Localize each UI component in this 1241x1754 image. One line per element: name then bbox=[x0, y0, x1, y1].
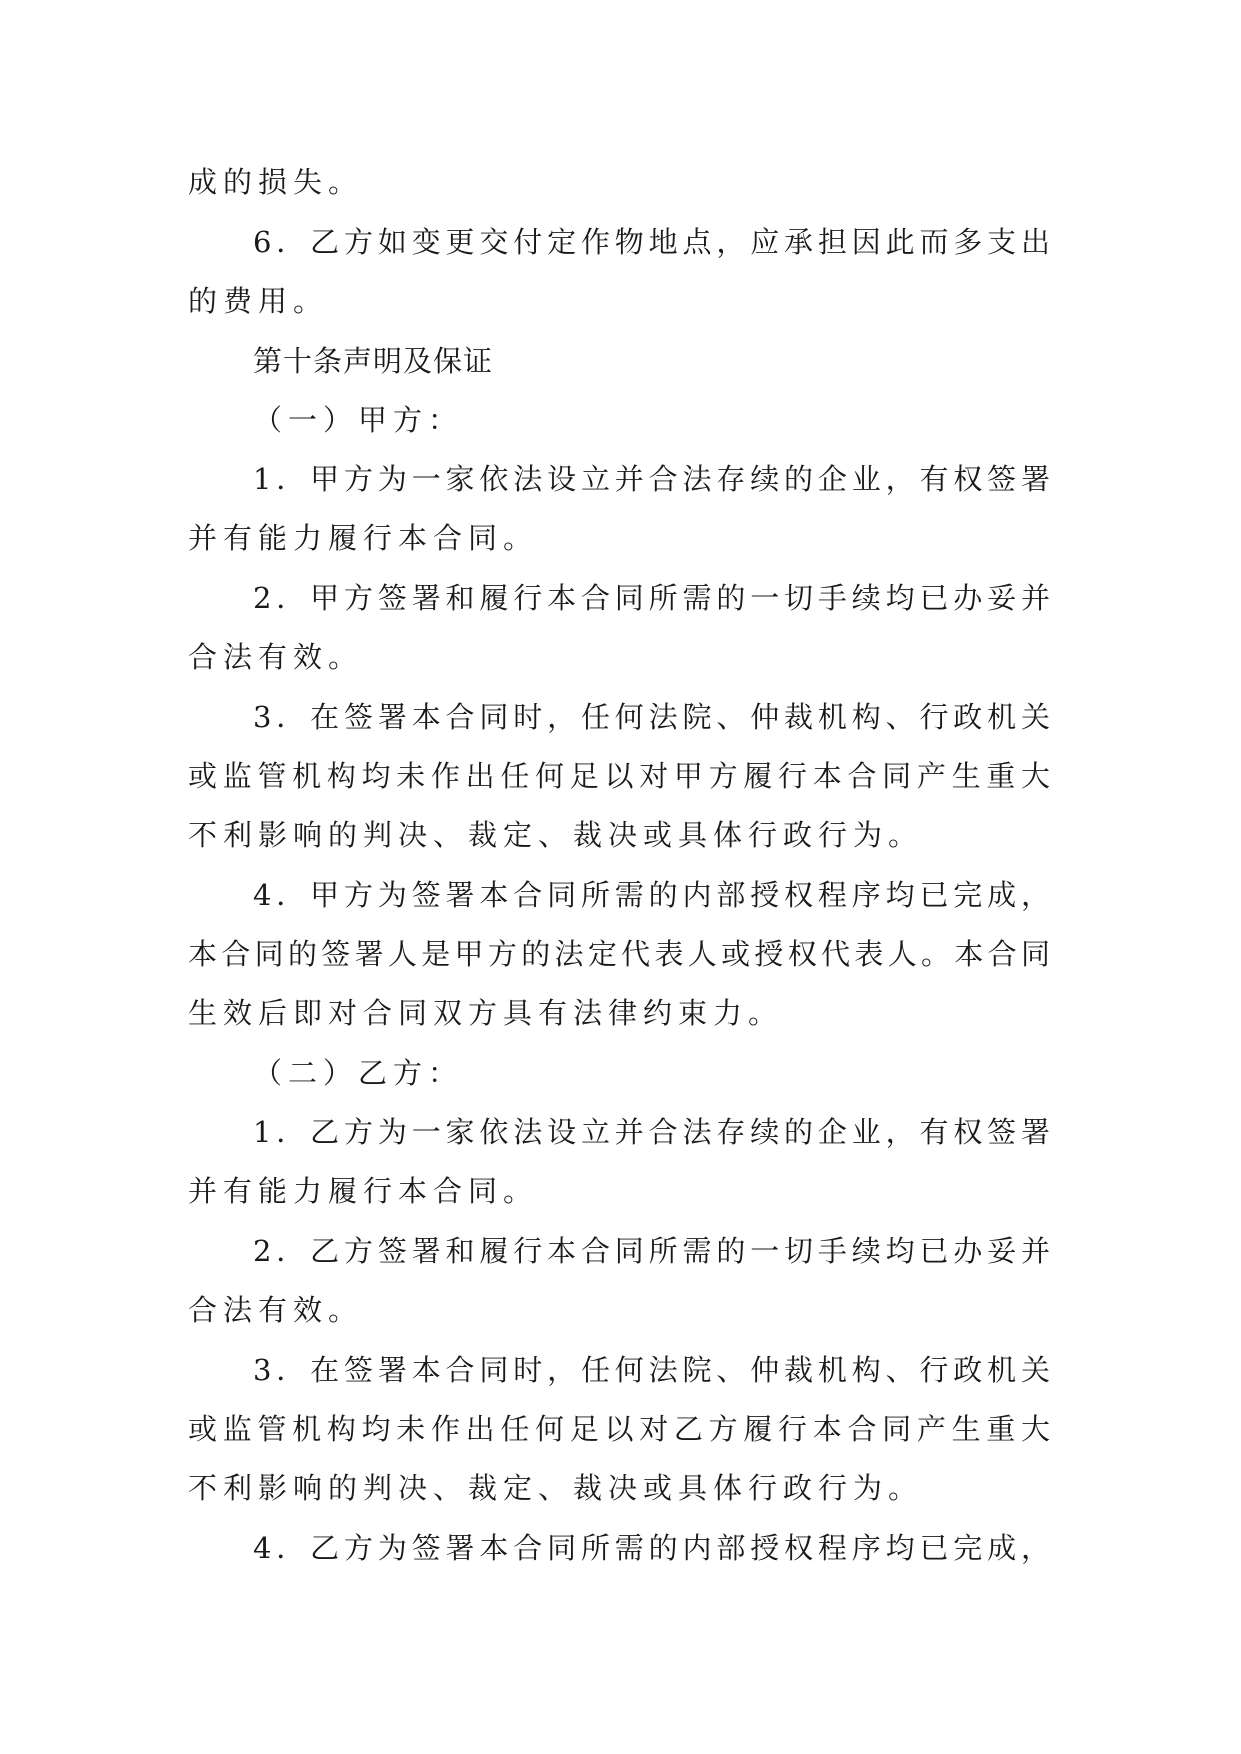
text-line: 3．在签署本合同时，任何法院、仲裁机构、行政机关 bbox=[253, 1353, 1050, 1387]
text-line: 或监管机构均未作出任何足以对乙方履行本合同产生重大 bbox=[188, 1412, 1050, 1446]
text-line: 并有能力履行本合同。 bbox=[188, 521, 539, 555]
text-line: 不利影响的判决、裁定、裁决或具体行政行为。 bbox=[188, 1471, 924, 1505]
text-line: 4．乙方为签署本合同所需的内部授权程序均已完成， bbox=[253, 1531, 1050, 1565]
section-heading: 第十条声明及保证 bbox=[253, 344, 494, 378]
text-line: 生效后即对合同双方具有法律约束力。 bbox=[188, 996, 784, 1030]
text-line: 合法有效。 bbox=[188, 640, 364, 674]
text-line: 1．甲方为一家依法设立并合法存续的企业，有权签署 bbox=[253, 462, 1050, 496]
text-line: 并有能力履行本合同。 bbox=[188, 1174, 539, 1208]
text-line: 4．甲方为签署本合同所需的内部授权程序均已完成， bbox=[253, 878, 1050, 912]
text-line: 2．甲方签署和履行本合同所需的一切手续均已办妥并 bbox=[253, 581, 1050, 615]
text-line: 1．乙方为一家依法设立并合法存续的企业，有权签署 bbox=[253, 1115, 1050, 1149]
text-line: 成的损失。 bbox=[188, 165, 364, 199]
text-line: 合法有效。 bbox=[188, 1293, 364, 1327]
text-line: 或监管机构均未作出任何足以对甲方履行本合同产生重大 bbox=[188, 759, 1050, 793]
text-line: 本合同的签署人是甲方的法定代表人或授权代表人。本合同 bbox=[188, 937, 1050, 971]
subsection-heading: （二）乙方： bbox=[253, 1056, 464, 1090]
text-line: 不利影响的判决、裁定、裁决或具体行政行为。 bbox=[188, 818, 924, 852]
text-line: 的费用。 bbox=[188, 284, 329, 318]
text-line: 6．乙方如变更交付定作物地点，应承担因此而多支出 bbox=[253, 225, 1050, 259]
text-line: 3．在签署本合同时，任何法院、仲裁机构、行政机关 bbox=[253, 700, 1050, 734]
subsection-heading: （一）甲方： bbox=[253, 403, 464, 437]
text-line: 2．乙方签署和履行本合同所需的一切手续均已办妥并 bbox=[253, 1234, 1050, 1268]
